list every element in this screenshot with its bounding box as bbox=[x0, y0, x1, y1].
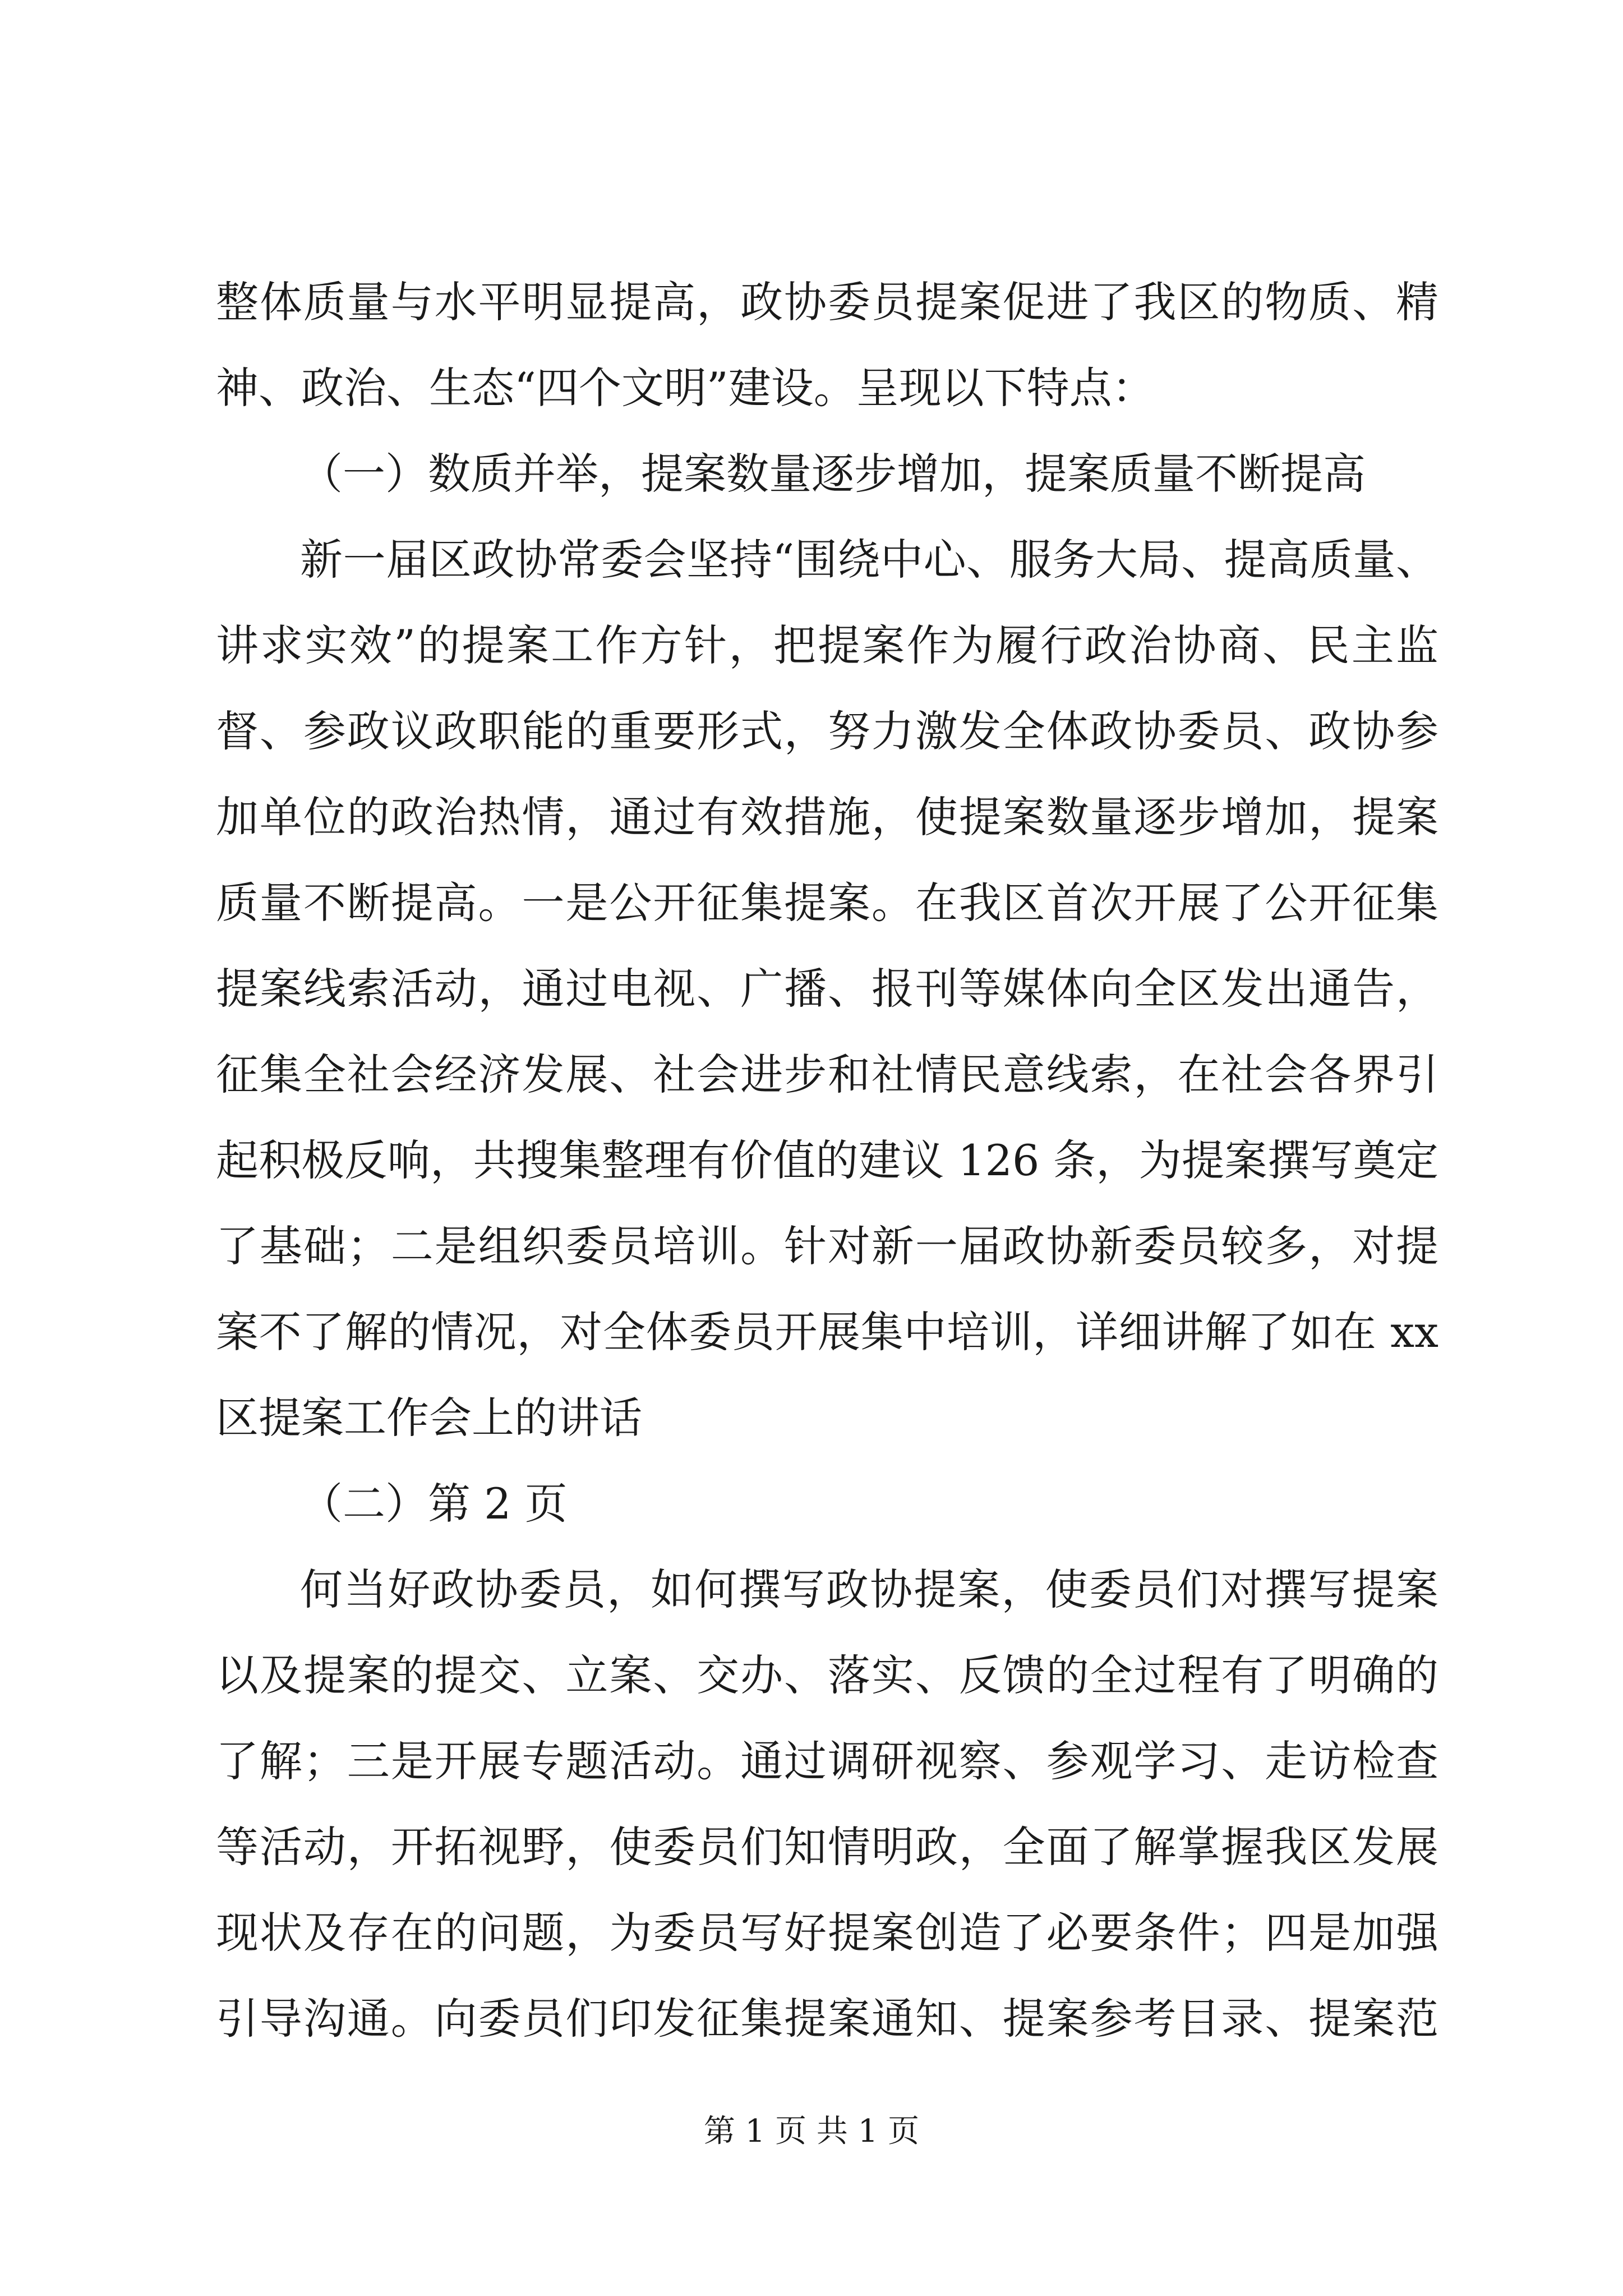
text-line: 新一届区政协常委会坚持“围绕中心、服务大局、提高质量、 bbox=[300, 535, 1438, 585]
text-line: 区提案工作会上的讲话 bbox=[216, 1393, 642, 1443]
text-line: 起积极反响，共搜集整理有价值的建议 126 条，为提案撰写奠定 bbox=[216, 1135, 1438, 1185]
text-line: 以及提案的提交、立案、交办、落实、反馈的全过程有了明确的 bbox=[216, 1650, 1438, 1700]
text-line: 了解；三是开展专题活动。通过调研视察、参观学习、走访检查 bbox=[216, 1736, 1438, 1786]
text-line: 质量不断提高。一是公开征集提案。在我区首次开展了公开征集 bbox=[216, 878, 1438, 928]
document-body bbox=[216, 259, 1438, 2062]
text-line: 督、参政议政职能的重要形式，努力激发全体政协委员、政协参 bbox=[216, 706, 1438, 756]
text-line: 现状及存在的问题，为委员写好提案创造了必要条件；四是加强 bbox=[216, 1908, 1438, 1958]
text-line: 讲求实效”的提案工作方针，把提案作为履行政治协商、民主监 bbox=[216, 620, 1438, 670]
page-footer bbox=[0, 2109, 1623, 2154]
text-line: 征集全社会经济发展、社会进步和社情民意线索，在社会各界引 bbox=[216, 1050, 1438, 1099]
section-heading: （一）数质并举，提案数量逐步增加，提案质量不断提高 bbox=[300, 449, 1366, 499]
text-line: 加单位的政治热情，通过有效措施，使提案数量逐步增加，提案 bbox=[216, 792, 1438, 842]
text-line: 引导沟通。向委员们印发征集提案通知、提案参考目录、提案范 bbox=[216, 1994, 1438, 2044]
text-line: 神、政治、生态“四个文明”建设。呈现以下特点： bbox=[216, 363, 1155, 413]
page-number-label: 第 1 页 共 1 页 bbox=[703, 2113, 920, 2150]
text-line: 了基础；二是组织委员培训。针对新一届政协新委员较多，对提 bbox=[216, 1221, 1438, 1271]
text-line: 提案线索活动，通过电视、广播、报刊等媒体向全区发出通告， bbox=[216, 964, 1438, 1014]
text-line: 何当好政协委员，如何撰写政协提案，使委员们对撰写提案 bbox=[300, 1565, 1438, 1614]
section-heading: （二）第 2 页 bbox=[300, 1479, 568, 1529]
text-line: 整体质量与水平明显提高，政协委员提案促进了我区的物质、精 bbox=[216, 277, 1438, 327]
text-line: 案不了解的情况，对全体委员开展集中培训，详细讲解了如在 xx bbox=[216, 1307, 1438, 1357]
text-line: 等活动，开拓视野，使委员们知情明政，全面了解掌握我区发展 bbox=[216, 1822, 1438, 1872]
